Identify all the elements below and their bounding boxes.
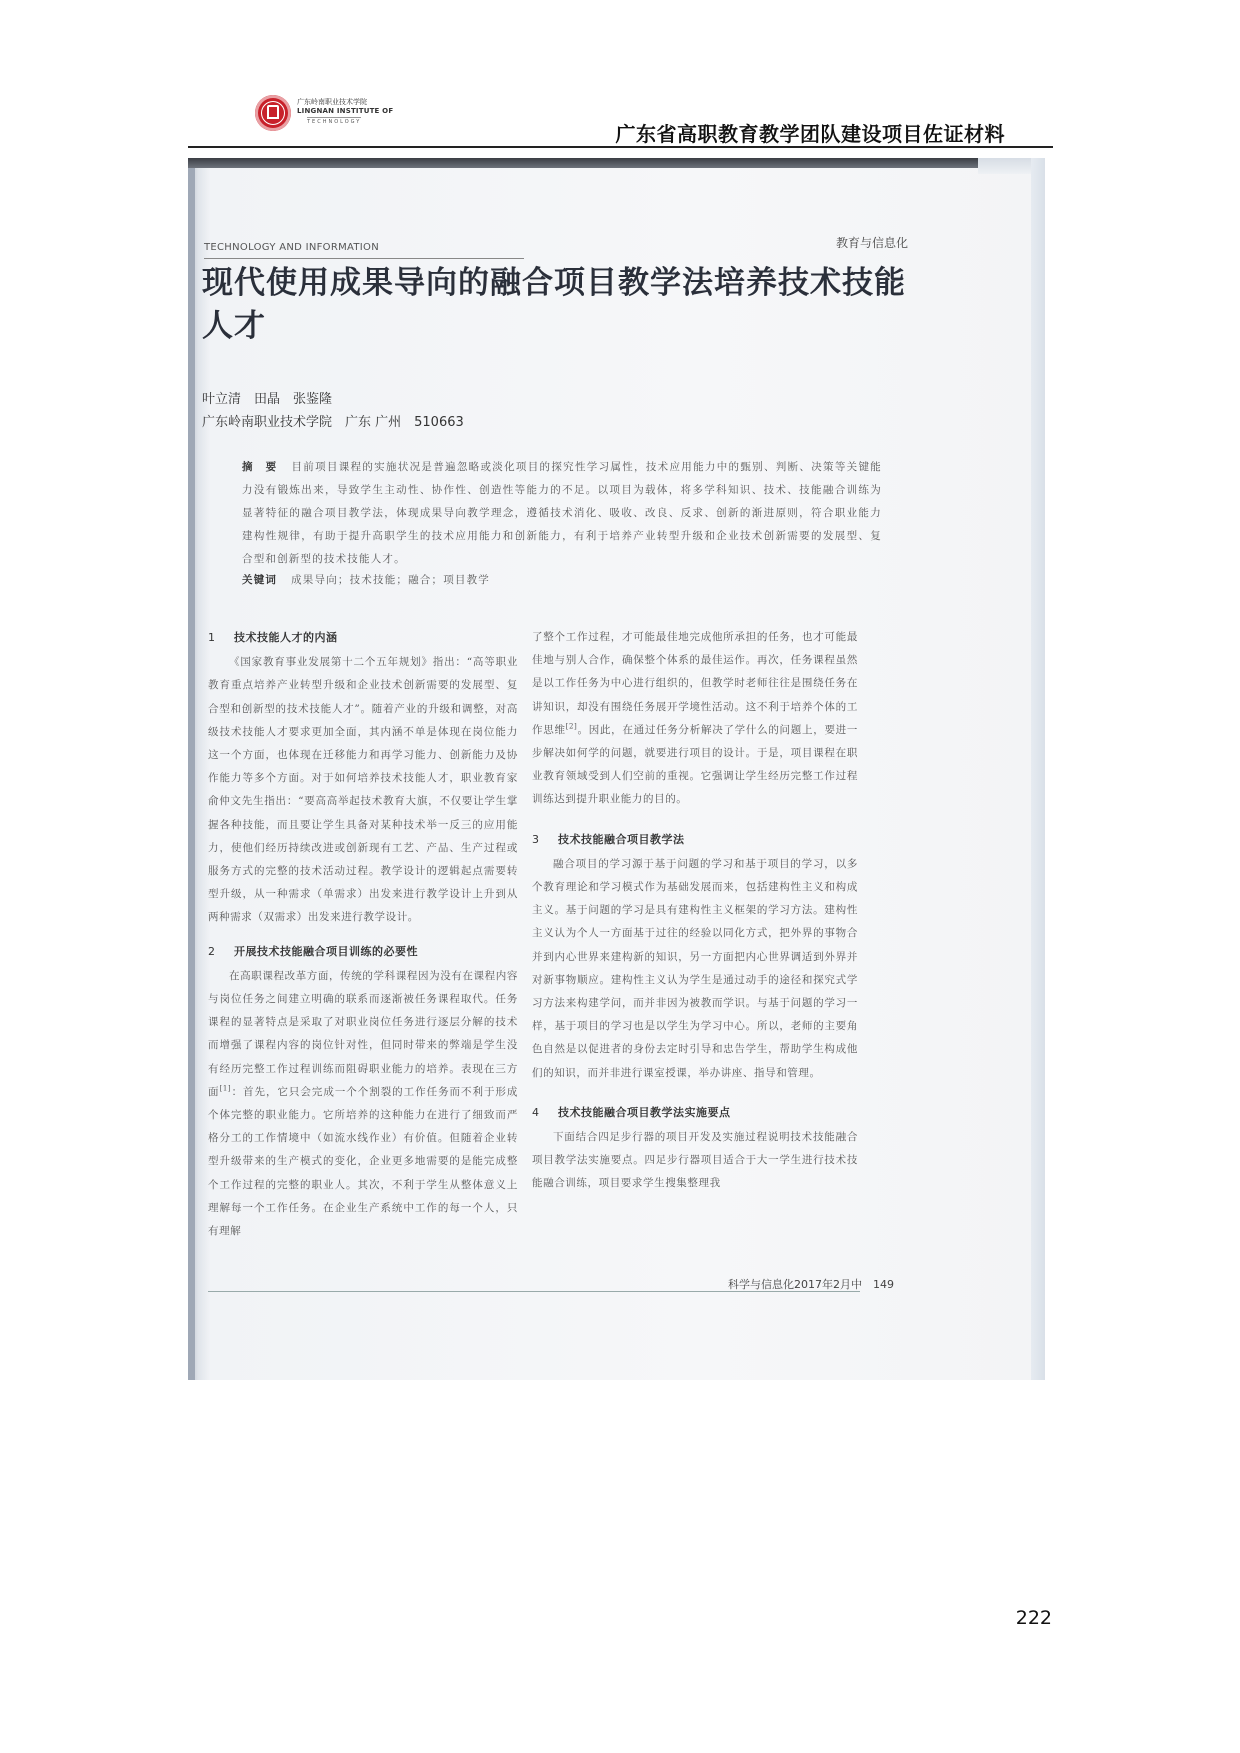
citation-ref: [1] bbox=[219, 1084, 232, 1093]
abstract-label: 摘 要 bbox=[242, 461, 278, 473]
logo-en2-text: TECHNOLOGY bbox=[307, 119, 362, 125]
abstract-text: 目前项目课程的实施状况是普遍忽略或淡化项目的探究性学习属性，技术应用能力中的甄别、判断、决策等关键能力没有锻炼出来，导致学生主动性、协作性、创造性等能力的不足。以项目为载体，将多学科知识、技术、技能融合训练为显著特征的融合项目教学法，体现成果导向教学理念，遵循技术消化、吸收、改良、反求、创新的渐进原则，符合职业能力建构性规律，有助于提升高职学生的技术应用能力和创新能力，有利于培养产业转型升级和企业技术创新需要的发展型、复合型和创新型的技术技能人才。 bbox=[242, 461, 883, 565]
article-affiliation: 广东岭南职业技术学院 广东 广州 510663 bbox=[202, 415, 464, 430]
section-title: 开展技术技能融合项目训练的必要性 bbox=[234, 944, 418, 958]
section-4-heading bbox=[532, 1101, 858, 1124]
logo-cn-text: 广东岭南职业技术学院 bbox=[297, 98, 367, 106]
paragraph-text: 。因此，在通过任务分析解决了学什么的问题上，要进一步解决如何学的问题，就要进行项目的设计。于是，项目课程在职业教育领域受到人们空前的重视。它强调让学生经历完整工作过程训练达到提升职业能力的目的。 bbox=[532, 723, 858, 806]
section-3-paragraph: 融合项目的学习源于基于问题的学习和基于项目的学习，以多个教育理论和学习模式作为基础发展而来，包括建构性主义和构成主义。基于问题的学习是具有建构性主义框架的学习方法。建构性主义认为个人一方面基于过往的经验以同化方式，把外界的事物合并到内心世界来建构新的知识，另一方面把内心世界调适到外界并对新事物顺应。建构性主义认为学生是通过动手的途径和探究式学习方法来构建学问，而并非因为被教而学识。与基于问题的学习一样，基于项目的学习也是以学生为学习中心。所以，老师的主要角色自然是以促进者的身份去定时引导和忠告学生，帮助学生构成他们的知识，而并非进行课室授课，举办讲座、指导和管理。 bbox=[532, 857, 858, 1079]
section-title: 技术技能融合项目教学法实施要点 bbox=[558, 1105, 731, 1119]
paragraph-text: 了整个工作过程，才可能最佳地完成他所承担的任务，也才可能最佳地与别人合作，确保整个体系的最佳运作。再次，任务课程虽然是以工作任务为中心进行组织的，但教学时老师往往是围绕任务在讲知识，却没有围绕任务展开学境性活动。这不利于培养个体的工作思维 bbox=[532, 631, 858, 736]
section-2-heading bbox=[208, 940, 518, 963]
journal-footer: 科学与信息化2017年2月中 149 bbox=[728, 1278, 894, 1291]
scan-left-edge bbox=[188, 158, 195, 1380]
section-number: 2 bbox=[208, 944, 216, 958]
paragraph-text: ：首先，它只会完成一个个割裂的工作任务而不利于形成个体完整的职业能力。它所培养的这种能力在进行了细致而严格分工的工作情境中（如流水线作业）有价值。但随着企业转型升级带来的生产模式的变化，企业更多地需要的是能完成整个工作过程的完整的职业人。其次，不利于学生从整体意义上理解每一个工作任务。在企业生产系统中工作的每一个人，只有理解 bbox=[208, 1085, 519, 1238]
section-number: 4 bbox=[532, 1105, 540, 1119]
page-number: 222 bbox=[1015, 1607, 1052, 1629]
journal-section-cn: 教育与信息化 bbox=[836, 236, 909, 250]
section-3-heading bbox=[532, 828, 858, 851]
institution-logo bbox=[255, 95, 395, 135]
section-title: 技术技能人才的内涵 bbox=[234, 631, 338, 644]
keywords-label: 关键词 bbox=[242, 574, 278, 586]
section-number: 3 bbox=[532, 832, 540, 846]
scan-right-edge bbox=[1031, 158, 1045, 1380]
left-column bbox=[208, 626, 518, 1243]
scanned-article-page bbox=[188, 158, 1045, 1380]
section-1-paragraph: 《国家教育事业发展第十二个五年规划》指出：“高等职业教育重点培养产业转型升级和企业技术创新需要的发展型、复合型和创新型的技术技能人才”。随着产业的升级和调整，对高级技术技能人才要求更加全面，其内涵不单是体现在岗位能力这一个方面，也体现在迁移能力和再学习能力、创新能力及协作能力等多个方面。对于如何培养技术技能人才，职业教育家俞仲文先生指出：“要高高举起技术教育大旗，不仅要让学生掌握各种技能，而且要让学生具备对某种技术举一反三的应用能力，使他们经历持续改进或创新现有工艺、产品、生产过程或服务方式的完整的技术活动过程。教学设计的逻辑起点需要转型升级，从一种需求（单需求）出发来进行教学设计上升到从两种需求（双需求）出发来进行教学设计。 bbox=[208, 656, 518, 924]
right-column bbox=[532, 626, 858, 1196]
keywords-text: 成果导向；技术技能；融合；项目教学 bbox=[291, 574, 491, 586]
section-number: 1 bbox=[208, 631, 216, 644]
citation-ref: [2] bbox=[565, 722, 578, 731]
journal-section-rule bbox=[204, 258, 524, 259]
section-2-paragraph bbox=[208, 965, 518, 1243]
document-header-title: 广东省高职教育教学团队建设项目佐证材料 bbox=[615, 122, 1005, 146]
scan-top-shadow bbox=[188, 158, 978, 168]
article-title: 现代使用成果导向的融合项目教学法培养技术技能人才 bbox=[202, 265, 906, 344]
article-keywords bbox=[242, 572, 490, 587]
seal-icon bbox=[255, 95, 291, 131]
paragraph-text: 在高职课程改革方面，传统的学科课程因为没有在课程内容与岗位任务之间建立明确的联系而逐渐被任务课程取代。任务课程的显著特点是采取了对职业岗位任务进行逐层分解的技术而增强了课程内容的岗位针对性，但同时带来的弊端是学生没有经历完整工作过程训练而阻碍职业能力的培养。表现在三方面 bbox=[208, 969, 518, 1098]
article-abstract bbox=[242, 456, 882, 571]
section-4-paragraph: 下面结合四足步行器的项目开发及实施过程说明技术技能融合项目教学法实施要点。四足步行器项目适合于大一学生进行技术技能融合训练，项目要求学生搜集整理我 bbox=[532, 1131, 858, 1190]
journal-section-en: TECHNOLOGY AND INFORMATION bbox=[204, 242, 380, 253]
section-title: 技术技能融合项目教学法 bbox=[558, 832, 685, 846]
article-authors: 叶立清 田晶 张鉴隆 bbox=[202, 392, 333, 407]
section-1-heading bbox=[208, 626, 518, 649]
logo-en-text: LINGNAN INSTITUTE OF bbox=[297, 107, 394, 115]
section-2-continued bbox=[532, 626, 858, 812]
header-rule bbox=[188, 146, 1053, 148]
